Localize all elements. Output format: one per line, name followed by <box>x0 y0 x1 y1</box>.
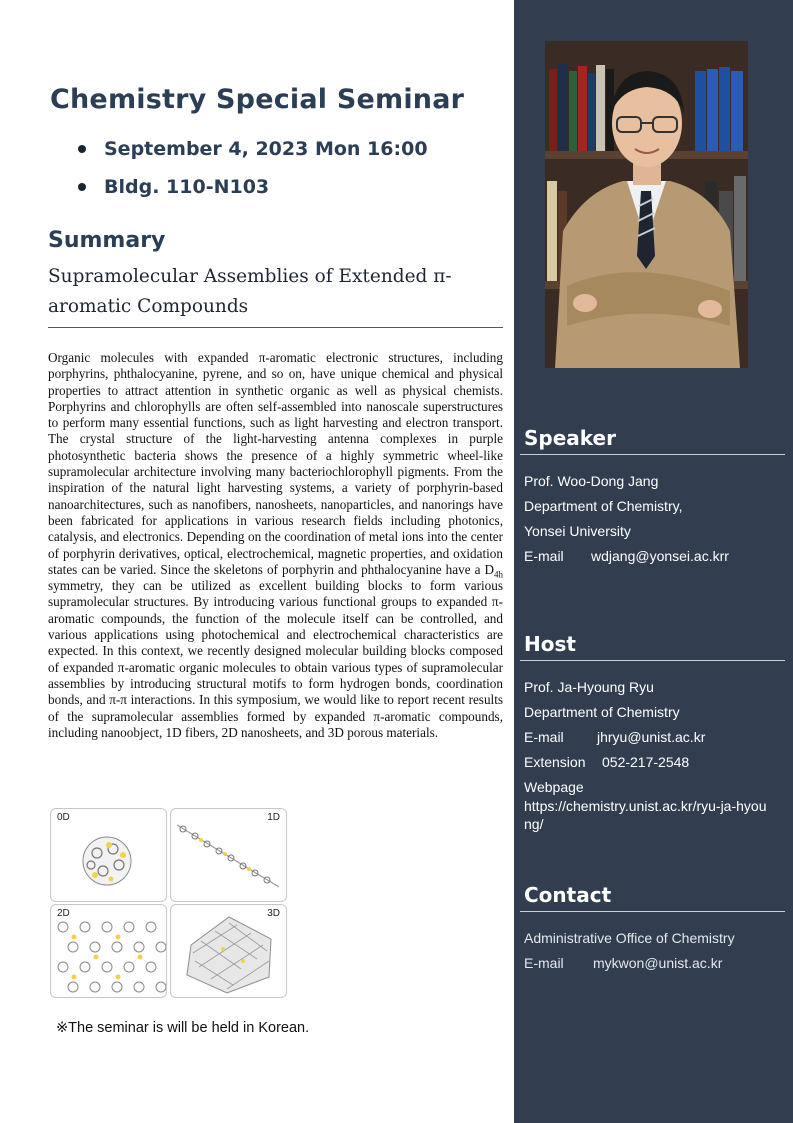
speaker-photo <box>545 41 748 368</box>
event-location: Bldg. 110-N103 <box>78 172 428 210</box>
seminar-title: Chemistry Special Seminar <box>50 84 465 115</box>
contact-email-label: E-mail <box>524 955 564 971</box>
host-divider <box>520 660 785 661</box>
host-name: Prof. Ja-Hyoung Ryu <box>524 679 654 695</box>
speaker-divider <box>520 454 785 455</box>
talk-title: Supramolecular Assemblies of Extended π-aromatic Compounds <box>48 266 452 317</box>
host-email-row <box>524 728 705 746</box>
summary-divider <box>48 327 503 328</box>
speaker-department: Department of Chemistry, <box>524 498 683 514</box>
host-extension: 052-217-2548 <box>602 754 690 770</box>
host-email[interactable]: jhryu@unist.ac.kr <box>597 729 706 745</box>
host-email-label: E-mail <box>524 729 564 745</box>
host-extension-row <box>524 753 689 771</box>
figure-panel-0d <box>50 808 167 902</box>
contact-office: Administrative Office of Chemistry <box>524 930 735 946</box>
figure-label-1d: 1D <box>267 812 280 823</box>
abstract-text <box>48 350 503 741</box>
figure-panel-2d <box>50 904 167 998</box>
abstract-part-1: Organic molecules with expanded π-aromatic electronic structures, including porphyrins, phthalocyanine, pyrene, and so on, have unique chemical and physical properties to attract attention in synthetic organic as well as physical chemists. Porphyrins and chlorophylls are often self-assembled into nanoscale superstructures to perform many essential functions, such as light harvesting and electron transport. The crystal structure of the light-harvesting antenna complexes in purple photosynthetic bacteria shows the presence of a highly symmetric wheel-like supramolecular architecture involving many bacteriochlorophyll pigments. From the inspiration of the natural light harvesting systems, a variety of porphyrin-based nanoarchitectures, such as nanofibers, nanosheets, nanoparticles, and nanorings have been fabricated for applications in various research fields including photonics, catalysis, and electronics. Depending on the coordination of metal ions into the center of porphyrin derivatives, optical, electrochemical, magnetic properties, and oxidation states can be varied. Since the skeletons of porphyrin and phthalocyanine have a D <box>48 350 503 577</box>
event-details-list <box>78 134 428 210</box>
figure-label-3d: 3D <box>267 908 280 919</box>
event-date-time: September 4, 2023 Mon 16:00 <box>78 134 428 172</box>
figure-label-2d: 2D <box>57 908 70 919</box>
contact-heading: Contact <box>524 883 612 907</box>
figure-label-0d: 0D <box>57 812 70 823</box>
speaker-email-row <box>524 547 729 565</box>
assembly-figure <box>50 808 287 998</box>
contact-email-row <box>524 954 722 972</box>
speaker-name: Prof. Woo-Dong Jang <box>524 473 659 489</box>
host-extension-label: Extension <box>524 754 586 770</box>
speaker-heading: Speaker <box>524 426 616 450</box>
speaker-university: Yonsei University <box>524 523 631 539</box>
host-webpage-link[interactable]: https://chemistry.unist.ac.kr/ryu-ja-hyoung/ <box>524 798 767 832</box>
speaker-email[interactable]: wdjang@yonsei.ac.krr <box>591 548 729 564</box>
language-note: ※The seminar is will be held in Korean. <box>56 1020 310 1036</box>
host-department: Department of Chemistry <box>524 704 680 720</box>
abstract-subscript: 4h <box>494 569 503 580</box>
host-heading: Host <box>524 632 576 656</box>
figure-panel-1d <box>170 808 287 902</box>
contact-email[interactable]: mykwon@unist.ac.kr <box>593 955 723 971</box>
abstract-part-2: symmetry, they can be utilized as excellent building blocks to form various supramolecular structures. By introducing various functional groups to expanded π-aromatic compounds, the function of the molecule itself can be controlled, and various applications using photochemical and electrochemical characteristics are expected. In this context, we recently designed molecular building blocks composed of expanded π-aromatic organic molecules to obtain various types of supramolecular assemblies by introducing structural motifs to form hydrogen bonds, coordination bonds, and π-π interactions. In this symposium, we would like to report recent results of the supramolecular assemblies formed by expanded π-aromatic compounds, including nanoobject, 1D fibers, 2D nanosheets, and 3D porous materials. <box>48 578 503 740</box>
speaker-email-label: E-mail <box>524 548 564 564</box>
host-webpage-label: Webpage <box>524 779 584 795</box>
contact-divider <box>520 911 785 912</box>
summary-heading: Summary <box>48 228 166 253</box>
figure-panel-3d <box>170 904 287 998</box>
